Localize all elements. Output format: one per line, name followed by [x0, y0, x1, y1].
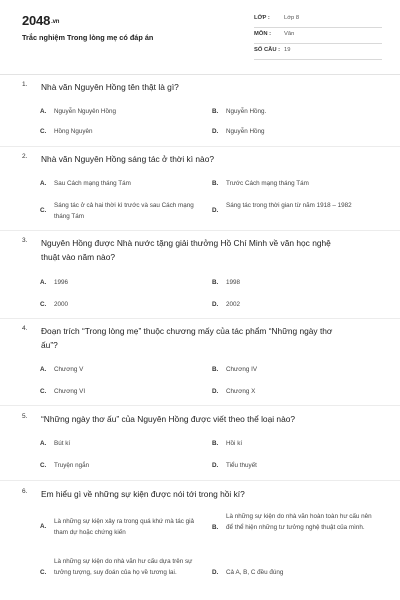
- option-letter: B.: [212, 524, 219, 531]
- option-letter: B.: [212, 279, 219, 286]
- option-text: 1996: [54, 279, 69, 286]
- option-text: Bút kí: [54, 440, 71, 447]
- question-number: 2.: [22, 153, 28, 160]
- logo-suffix: .vn: [51, 19, 60, 25]
- header-divider: [0, 74, 400, 75]
- option-letter: C.: [40, 207, 47, 214]
- option-text: Hồi kí: [226, 440, 243, 447]
- option-text: Chương V: [54, 366, 84, 373]
- meta-count-row: [254, 44, 382, 60]
- option-letter: D.: [212, 128, 219, 135]
- option-text: Hồng Nguyên: [54, 128, 93, 135]
- question-divider: [0, 146, 400, 147]
- option-letter: B.: [212, 108, 219, 115]
- option-letter: C.: [40, 301, 47, 308]
- question-number: 3.: [22, 237, 28, 244]
- option-letter: B.: [212, 440, 219, 447]
- meta-class-row: [254, 12, 382, 28]
- option-letter: C.: [40, 462, 47, 469]
- logo-text: 2048: [22, 13, 51, 28]
- option-text: Sáng tác trong thời gian từ năm 1918 – 1982: [226, 202, 352, 209]
- option-text: Cả A, B, C đều đúng: [226, 569, 284, 576]
- meta-label: SỐ CÂU :: [254, 47, 281, 53]
- option-text: 2002: [226, 301, 241, 308]
- option-text: 2000: [54, 301, 69, 308]
- meta-value: Lớp 8: [284, 15, 300, 21]
- option-text: Nguyễn Nguyên Hồng: [54, 108, 116, 115]
- option-letter: D.: [212, 388, 219, 395]
- option-letter: D.: [212, 569, 219, 576]
- question-text: Đoạn trích “Trong lòng mẹ” thuộc chương mấy của tác phẩm “Những ngày thơ ấu”?: [41, 326, 333, 350]
- site-logo[interactable]: [22, 13, 59, 28]
- option-letter: A.: [40, 180, 47, 187]
- option-letter: D.: [212, 207, 219, 214]
- option-letter: D.: [212, 462, 219, 469]
- option-letter: C.: [40, 128, 47, 135]
- question-text: Nhà văn Nguyên Hồng sáng tác ở thời kì nào?: [41, 154, 215, 164]
- option-letter: D.: [212, 301, 219, 308]
- option-letter: A.: [40, 523, 47, 530]
- option-text: Là những sự kiện xảy ra trong quá khứ mà tác giả tham dự hoặc chứng kiến: [54, 518, 195, 536]
- meta-label: LỚP :: [254, 15, 270, 21]
- document-header: [0, 0, 400, 74]
- option-text: Là những sự kiện do nhà văn hư cấu dựa trên sự tưởng tượng, suy đoán của họ về tương lai.: [54, 558, 193, 576]
- option-letter: B.: [212, 180, 219, 187]
- option-letter: B.: [212, 366, 219, 373]
- question-number: 4.: [22, 325, 28, 332]
- option-text: Là những sự kiện do nhà văn hoàn toàn hư cấu nên để thể hiện những tư tưởng nghệ thuật của mình.: [226, 513, 372, 531]
- option-letter: A.: [40, 279, 47, 286]
- option-letter: A.: [40, 108, 47, 115]
- option-text: Sáng tác ở cả hai thời kì trước và sau Cách mạng tháng Tám: [54, 202, 194, 220]
- question-number: 1.: [22, 81, 28, 88]
- question-text: Nhà văn Nguyên Hồng tên thật là gì?: [41, 82, 179, 92]
- option-letter: A.: [40, 366, 47, 373]
- option-text: Nguyễn Hồng.: [226, 108, 267, 115]
- option-letter: C.: [40, 569, 47, 576]
- question-number: 5.: [22, 413, 28, 420]
- option-text: Chương VI: [54, 388, 86, 395]
- option-text: Nguyễn Hồng: [226, 128, 265, 135]
- meta-value: Văn: [284, 31, 295, 37]
- question-text: “Những ngày thơ ấu” của Nguyên Hồng được viết theo thể loại nào?: [41, 414, 296, 424]
- question-divider: [0, 230, 400, 231]
- question-divider: [0, 480, 400, 481]
- question-text: Em hiểu gì về những sự kiện được nói tới trong hồi kí?: [41, 489, 245, 499]
- meta-label: MÔN :: [254, 31, 272, 37]
- option-text: Chương X: [226, 388, 256, 395]
- question-divider: [0, 318, 400, 319]
- option-text: Trước Cách mạng tháng Tám: [226, 180, 309, 187]
- option-letter: C.: [40, 388, 47, 395]
- option-text: Truyện ngắn: [54, 462, 90, 469]
- document-title: Trắc nghiệm Trong lòng mẹ có đáp án: [22, 33, 154, 42]
- option-text: Chương IV: [226, 366, 258, 373]
- option-letter: A.: [40, 440, 47, 447]
- option-text: Sau Cách mạng tháng Tám: [54, 180, 131, 187]
- meta-subject-row: [254, 28, 382, 44]
- option-text: Tiểu thuyết: [226, 462, 257, 469]
- question-number: 6.: [22, 488, 28, 495]
- question-divider: [0, 405, 400, 406]
- meta-value: 19: [284, 47, 291, 53]
- option-text: 1998: [226, 279, 241, 286]
- question-text: Nguyên Hồng được Nhà nước tặng giải thưởng Hồ Chí Minh về văn học nghệ thuật vào năm nào?: [41, 238, 331, 262]
